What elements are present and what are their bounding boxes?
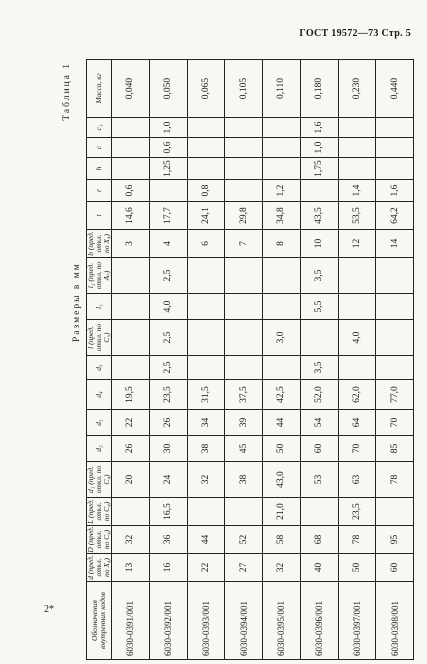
table-cell (112, 138, 150, 158)
table-cell: 6 (187, 230, 225, 258)
code-cell: 6030-0398/001 (376, 582, 414, 660)
table-cell: 53 (300, 462, 338, 498)
code-cell: 6030-0397/001 (338, 582, 376, 660)
table-cell (112, 356, 150, 380)
table-cell: 16,5 (149, 498, 187, 526)
table-cell: 3 (112, 230, 150, 258)
table-cell: 64 (338, 410, 376, 436)
table-cell: 21,0 (263, 498, 301, 526)
table-cell: 3,5 (300, 356, 338, 380)
table-cell (225, 356, 263, 380)
table-cell: 1,0 (300, 138, 338, 158)
code-cell: 6030-0393/001 (187, 582, 225, 660)
table-cell (338, 138, 376, 158)
page-number-mark: 2* (44, 604, 54, 615)
column-header: b (пред. откл. по X₄) (86, 231, 111, 256)
page-header: ГОСТ 19572—73 Стр. 5 (299, 28, 411, 39)
table-cell: 26 (149, 410, 187, 436)
table-cell: 95 (376, 526, 414, 554)
table-cell (376, 258, 414, 294)
table-cell (225, 258, 263, 294)
table-cell (376, 118, 414, 138)
table-cell (300, 498, 338, 526)
table-cell: 0,230 (338, 60, 376, 118)
table-cell: 68 (300, 526, 338, 554)
table-cell: 12 (338, 230, 376, 258)
table-row (300, 60, 338, 660)
table-cell (300, 320, 338, 356)
table-cell (187, 320, 225, 356)
column-header: l (пред. откл. по C₅) (87, 320, 112, 356)
table-cell: 1,25 (149, 158, 187, 180)
table-cell: 52,0 (300, 380, 338, 410)
table-cell: 27 (225, 554, 263, 582)
table-cell: 44 (263, 410, 301, 436)
column-header: D (пред. откл. по C₄) (86, 526, 111, 553)
table-cell: 4,0 (338, 320, 376, 356)
table-cell (187, 158, 225, 180)
table-cell: 0,440 (376, 60, 414, 118)
table-cell (187, 118, 225, 138)
table-cell: 0,8 (187, 180, 225, 202)
table-cell: 50 (338, 554, 376, 582)
table-row (149, 60, 187, 660)
table-header-row (87, 60, 112, 660)
table-cell: 60 (300, 436, 338, 462)
table-cell: 22 (112, 410, 150, 436)
table-cell: 24 (149, 462, 187, 498)
table-cell: 85 (376, 436, 414, 462)
table-cell: 32 (112, 526, 150, 554)
table-cell: 0,6 (149, 138, 187, 158)
table-cell: 62,0 (338, 380, 376, 410)
table-cell: 44 (187, 526, 225, 554)
table-cell: 3,5 (300, 258, 338, 294)
table-cell: 19,5 (112, 380, 150, 410)
table-cell: 38 (225, 462, 263, 498)
table-cell: 0,6 (112, 180, 150, 202)
table-cell: 63 (338, 462, 376, 498)
table-cell (263, 158, 301, 180)
column-header: d₃ (87, 410, 112, 436)
table-cell: 26 (112, 436, 150, 462)
table-cell: 14,6 (112, 202, 150, 230)
table-cell: 16 (149, 554, 187, 582)
table-cell (112, 320, 150, 356)
table-cell (300, 180, 338, 202)
code-cell: 6030-0396/001 (300, 582, 338, 660)
table-cell: 77,0 (376, 380, 414, 410)
table-cell: 70 (338, 436, 376, 462)
table-label: Таблица 1 (62, 62, 72, 121)
column-header: c (87, 138, 112, 158)
table-cell (225, 320, 263, 356)
table-cell: 23,5 (338, 498, 376, 526)
column-header: L (пред. откл. по C₄) (86, 499, 111, 524)
column-header: d₅ (87, 356, 112, 380)
table-cell (376, 158, 414, 180)
dimensions-label: Размеры в мм (72, 262, 82, 342)
table-cell (187, 258, 225, 294)
table-cell (149, 180, 187, 202)
table-cell: 2,5 (149, 356, 187, 380)
code-cell: 6030-0392/001 (149, 582, 187, 660)
table-cell (112, 294, 150, 320)
table-cell: 32 (187, 462, 225, 498)
table-cell (263, 118, 301, 138)
table-cell: 58 (263, 526, 301, 554)
column-header: Масса, кг (87, 60, 112, 118)
table-cell: 24,1 (187, 202, 225, 230)
table-cell: 2,5 (149, 258, 187, 294)
table-cell: 0,040 (112, 60, 150, 118)
code-cell: 6030-0395/001 (263, 582, 301, 660)
table-cell: 4 (149, 230, 187, 258)
table-cell: 1,75 (300, 158, 338, 180)
table-cell: 50 (263, 436, 301, 462)
table-cell: 29,8 (225, 202, 263, 230)
table-cell (112, 498, 150, 526)
table-cell: 1,6 (376, 180, 414, 202)
table-cell: 13 (112, 554, 150, 582)
table-cell: 0,050 (149, 60, 187, 118)
table-cell: 10 (300, 230, 338, 258)
table-cell: 37,5 (225, 380, 263, 410)
table-cell (263, 138, 301, 158)
table-cell: 45 (225, 436, 263, 462)
table-cell: 3,0 (263, 320, 301, 356)
table-cell: 52 (225, 526, 263, 554)
table-body (112, 60, 414, 660)
table-cell: 43,5 (300, 202, 338, 230)
table-cell: 14 (376, 230, 414, 258)
table-row (376, 60, 414, 660)
table-cell: 43,0 (263, 462, 301, 498)
table-cell: 1,2 (263, 180, 301, 202)
table-cell: 7 (225, 230, 263, 258)
table-cell (263, 356, 301, 380)
table-cell (338, 294, 376, 320)
table-cell: 78 (376, 462, 414, 498)
table-cell: 0,065 (187, 60, 225, 118)
column-header: t (87, 202, 112, 230)
table-cell (112, 158, 150, 180)
column-header: l₂ (пред. откл. по A₇) (87, 258, 112, 294)
table-cell: 36 (149, 526, 187, 554)
column-header: h (87, 158, 112, 180)
table-cell: 30 (149, 436, 187, 462)
table-cell (376, 294, 414, 320)
table-cell: 31,5 (187, 380, 225, 410)
table-cell (338, 158, 376, 180)
table-cell (376, 498, 414, 526)
dimensions-table (86, 59, 414, 660)
column-header: d₄ (87, 380, 112, 410)
table-row (263, 60, 301, 660)
table-cell (112, 258, 150, 294)
table-cell: 34,8 (263, 202, 301, 230)
rotated-table-area (62, 60, 414, 660)
table-cell: 38 (187, 436, 225, 462)
table-cell: 1,4 (338, 180, 376, 202)
column-header: c₁ (87, 118, 112, 138)
table-cell: 1,6 (300, 118, 338, 138)
table-cell (187, 498, 225, 526)
table-cell: 40 (300, 554, 338, 582)
table-cell (187, 138, 225, 158)
column-header: d₂ (87, 436, 112, 462)
table-cell: 70 (376, 410, 414, 436)
table-row (187, 60, 225, 660)
column-header: r (87, 180, 112, 202)
table-cell (187, 356, 225, 380)
table-cell: 32 (263, 554, 301, 582)
table-cell (376, 356, 414, 380)
table-cell: 42,5 (263, 380, 301, 410)
table-cell: 53,5 (338, 202, 376, 230)
table-cell: 34 (187, 410, 225, 436)
table-cell: 1,0 (149, 118, 187, 138)
table-cell: 0,180 (300, 60, 338, 118)
table-row (338, 60, 376, 660)
table-cell (376, 320, 414, 356)
table-cell (225, 498, 263, 526)
table-cell: 23,5 (149, 380, 187, 410)
table-cell: 22 (187, 554, 225, 582)
table-cell: 60 (376, 554, 414, 582)
table-row (112, 60, 150, 660)
table-cell: 64,2 (376, 202, 414, 230)
table-cell: 4,0 (149, 294, 187, 320)
column-header: d (пред. откл. по X₄) (86, 555, 111, 580)
table-cell (338, 118, 376, 138)
table-cell (112, 118, 150, 138)
table-cell (338, 258, 376, 294)
column-header: d₁ (пред. откл. по C₄) (87, 462, 112, 498)
table-cell: 8 (263, 230, 301, 258)
table-cell (225, 294, 263, 320)
table-cell (263, 294, 301, 320)
table-cell (376, 138, 414, 158)
code-cell: 6030-0391/001 (112, 582, 150, 660)
table-row (225, 60, 263, 660)
code-cell: 6030-0394/001 (225, 582, 263, 660)
table-cell: 2,5 (149, 320, 187, 356)
table-cell: 0,110 (263, 60, 301, 118)
table-cell (263, 258, 301, 294)
table-cell (338, 356, 376, 380)
table-cell (225, 118, 263, 138)
table-cell: 39 (225, 410, 263, 436)
table-cell: 17,7 (149, 202, 187, 230)
table-cell (187, 294, 225, 320)
table-cell: 20 (112, 462, 150, 498)
table-cell: 54 (300, 410, 338, 436)
table-cell: 78 (338, 526, 376, 554)
table-cell: 0,105 (225, 60, 263, 118)
column-header: l₁ (87, 294, 112, 320)
table-cell: 5,5 (300, 294, 338, 320)
table-cell (225, 138, 263, 158)
column-header: Обозначения внутренних кодов (87, 582, 112, 660)
table-cell (225, 158, 263, 180)
table-cell (225, 180, 263, 202)
